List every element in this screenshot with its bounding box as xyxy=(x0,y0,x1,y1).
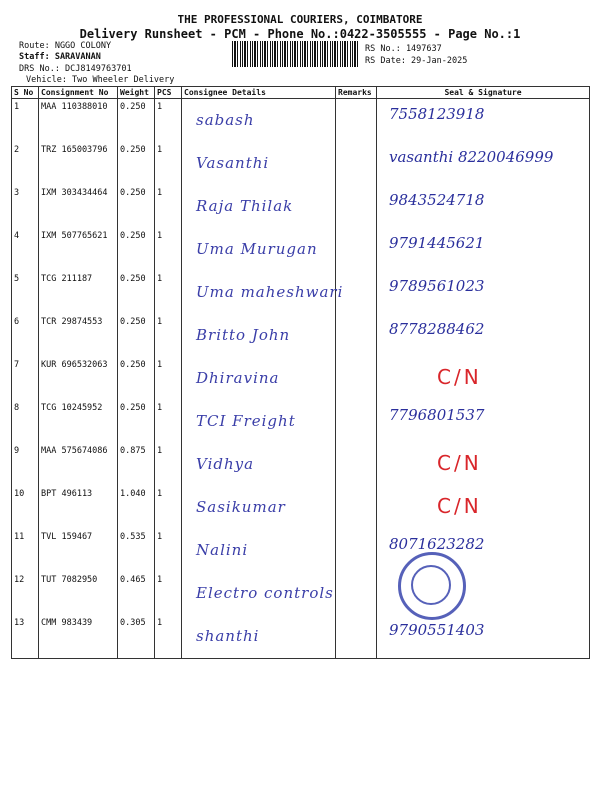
table-row xyxy=(12,142,590,185)
remarks-cell xyxy=(336,357,377,400)
remarks-cell xyxy=(336,228,377,271)
consignee-cell xyxy=(182,228,336,271)
signature-handwriting: 7558123918 xyxy=(389,105,485,123)
staff-label: Staff: SARAVANAN xyxy=(19,52,101,62)
consignee-handwriting: Nalini xyxy=(196,541,249,559)
signature-cell xyxy=(377,314,590,357)
consignee-cell xyxy=(182,271,344,314)
vehicle-label: Vehicle: Two Wheeler Delivery xyxy=(26,75,175,85)
consignee-handwriting: Britto John xyxy=(196,326,291,344)
remarks-cell xyxy=(336,615,377,659)
remarks-cell xyxy=(336,185,377,228)
consignee-handwriting: Dhiravina xyxy=(196,369,280,387)
pcs-cell: 1 xyxy=(155,486,182,529)
pcs-cell: 1 xyxy=(155,185,182,228)
remarks-cell xyxy=(336,400,377,443)
consignee-cell xyxy=(182,185,336,228)
remarks-cell xyxy=(336,486,377,529)
signature-cell xyxy=(377,228,590,271)
consignee-cell xyxy=(182,400,336,443)
signature-cell xyxy=(377,271,590,314)
signature-cell xyxy=(377,400,590,443)
consignee-handwriting: Sasikumar xyxy=(196,498,286,516)
sno-cell: 1 xyxy=(12,99,39,143)
table-row xyxy=(12,486,590,529)
consignee-cell xyxy=(182,572,336,615)
consignment-cell: TCG 10245952 xyxy=(39,400,118,443)
table-row xyxy=(12,271,590,314)
consignee-cell xyxy=(182,314,336,357)
sno-cell: 10 xyxy=(12,486,39,529)
weight-cell: 0.250 xyxy=(118,142,155,185)
consignment-cell: MAA 575674086 xyxy=(39,443,118,486)
weight-cell: 0.875 xyxy=(118,443,155,486)
pcs-cell: 1 xyxy=(155,615,182,659)
remarks-cell xyxy=(336,529,377,572)
weight-cell: 0.305 xyxy=(118,615,155,659)
weight-cell: 1.040 xyxy=(118,486,155,529)
pcs-cell: 1 xyxy=(155,529,182,572)
table-row xyxy=(12,615,590,659)
consignee-cell xyxy=(182,529,336,572)
header-consignee: Consignee Details xyxy=(182,87,336,99)
consignee-cell xyxy=(182,486,336,529)
signature-handwriting: 8778288462 xyxy=(389,320,485,338)
table-row xyxy=(12,400,590,443)
header-remarks: Remarks xyxy=(336,87,377,99)
remarks-cell xyxy=(336,314,377,357)
consignee-handwriting: shanthi xyxy=(196,627,260,645)
signature-handwriting: 9790551403 xyxy=(389,621,485,639)
sno-cell: 9 xyxy=(12,443,39,486)
consignee-handwriting: Vasanthi xyxy=(196,154,270,172)
pcs-cell: 1 xyxy=(155,314,182,357)
consignment-cell: TCG 211187 xyxy=(39,271,118,314)
signature-cell xyxy=(377,486,590,529)
header-sno: S No xyxy=(12,87,39,99)
remarks-cell xyxy=(336,142,377,185)
sno-cell: 4 xyxy=(12,228,39,271)
consignment-cell: TVL 159467 xyxy=(39,529,118,572)
weight-cell: 0.250 xyxy=(118,228,155,271)
table-row xyxy=(12,572,590,615)
weight-cell: 0.465 xyxy=(118,572,155,615)
pcs-cell: 1 xyxy=(155,400,182,443)
company-title: THE PROFESSIONAL COURIERS, COIMBATORE xyxy=(177,13,423,26)
weight-cell: 0.250 xyxy=(118,357,155,400)
barcode-image xyxy=(232,41,358,67)
runsheet-title: Delivery Runsheet - PCM - Phone No.:0422-3505555 - Page No.:1 xyxy=(79,27,521,41)
consignment-cell: CMM 983439 xyxy=(39,615,118,659)
pcs-cell: 1 xyxy=(155,357,182,400)
weight-cell: 0.250 xyxy=(118,271,155,314)
consignment-cell: KUR 696532063 xyxy=(39,357,118,400)
consignment-cell: IXM 303434464 xyxy=(39,185,118,228)
rs-date: RS Date: 29-Jan-2025 xyxy=(365,56,468,66)
consignee-cell xyxy=(182,142,336,185)
consignment-cell: TRZ 165003796 xyxy=(39,142,118,185)
consignee-cell xyxy=(182,99,336,143)
table-header-row xyxy=(12,87,590,99)
consignee-cell xyxy=(182,615,336,659)
signature-handwriting: C/N xyxy=(437,451,482,475)
signature-handwriting: C/N xyxy=(437,494,482,518)
pcs-cell: 1 xyxy=(155,443,182,486)
weight-cell: 0.250 xyxy=(118,400,155,443)
weight-cell: 0.250 xyxy=(118,314,155,357)
remarks-cell xyxy=(336,572,377,615)
signature-cell xyxy=(377,357,590,400)
signature-cell xyxy=(377,185,590,228)
pcs-cell: 1 xyxy=(155,572,182,615)
signature-handwriting: vasanthi 8220046999 xyxy=(389,148,554,166)
sno-cell: 2 xyxy=(12,142,39,185)
remarks-cell xyxy=(336,443,377,486)
consignment-cell: MAA 110388010 xyxy=(39,99,118,143)
consignee-handwriting: TCI Freight xyxy=(196,412,296,430)
table-row xyxy=(12,443,590,486)
seal-stamp xyxy=(398,552,466,620)
sno-cell: 6 xyxy=(12,314,39,357)
consignment-cell: IXM 507765621 xyxy=(39,228,118,271)
runsheet-table xyxy=(11,86,590,659)
sno-cell: 8 xyxy=(12,400,39,443)
remarks-cell xyxy=(336,99,377,143)
rs-number: RS No.: 1497637 xyxy=(365,44,442,54)
pcs-cell: 1 xyxy=(155,142,182,185)
signature-handwriting: 9791445621 xyxy=(389,234,485,252)
signature-cell xyxy=(377,443,590,486)
consignment-cell: TCR 29874553 xyxy=(39,314,118,357)
header-signature: Seal & Signature xyxy=(377,87,590,99)
sno-cell: 5 xyxy=(12,271,39,314)
signature-handwriting: 7796801537 xyxy=(389,406,485,424)
signature-cell xyxy=(377,99,590,143)
pcs-cell: 1 xyxy=(155,271,182,314)
consignee-cell xyxy=(182,443,336,486)
consignee-cell xyxy=(182,357,336,400)
signature-cell xyxy=(377,615,590,659)
consignee-handwriting: Uma Murugan xyxy=(196,240,318,258)
signature-handwriting: C/N xyxy=(437,365,482,389)
signature-handwriting: 9789561023 xyxy=(389,277,485,295)
consignment-cell: BPT 496113 xyxy=(39,486,118,529)
consignee-handwriting: Vidhya xyxy=(196,455,255,473)
header-weight: Weight xyxy=(118,87,155,99)
signature-handwriting: 8071623282 xyxy=(389,535,485,553)
consignee-handwriting: Uma maheshwari xyxy=(196,283,344,301)
pcs-cell: 1 xyxy=(155,99,182,143)
table-row xyxy=(12,314,590,357)
table-row xyxy=(12,99,590,143)
consignee-handwriting: Electro controls xyxy=(196,584,334,602)
sno-cell: 7 xyxy=(12,357,39,400)
header-pcs: PCS xyxy=(155,87,182,99)
sno-cell: 13 xyxy=(12,615,39,659)
sno-cell: 11 xyxy=(12,529,39,572)
sno-cell: 12 xyxy=(12,572,39,615)
header-consignment: Consignment No xyxy=(39,87,118,99)
pcs-cell: 1 xyxy=(155,228,182,271)
consignee-handwriting: sabash xyxy=(196,111,255,129)
drs-number: DRS No.: DCJ8149763701 xyxy=(19,64,132,74)
sno-cell: 3 xyxy=(12,185,39,228)
table-row xyxy=(12,357,590,400)
table-row xyxy=(12,185,590,228)
signature-handwriting: 9843524718 xyxy=(389,191,485,209)
route-label: Route: NGGO COLONY xyxy=(19,41,112,51)
consignee-handwriting: Raja Thilak xyxy=(196,197,294,215)
weight-cell: 0.250 xyxy=(118,185,155,228)
signature-cell xyxy=(377,142,590,185)
table-row xyxy=(12,228,590,271)
weight-cell: 0.250 xyxy=(118,99,155,143)
consignment-cell: TUT 7082950 xyxy=(39,572,118,615)
table-row xyxy=(12,529,590,572)
weight-cell: 0.535 xyxy=(118,529,155,572)
